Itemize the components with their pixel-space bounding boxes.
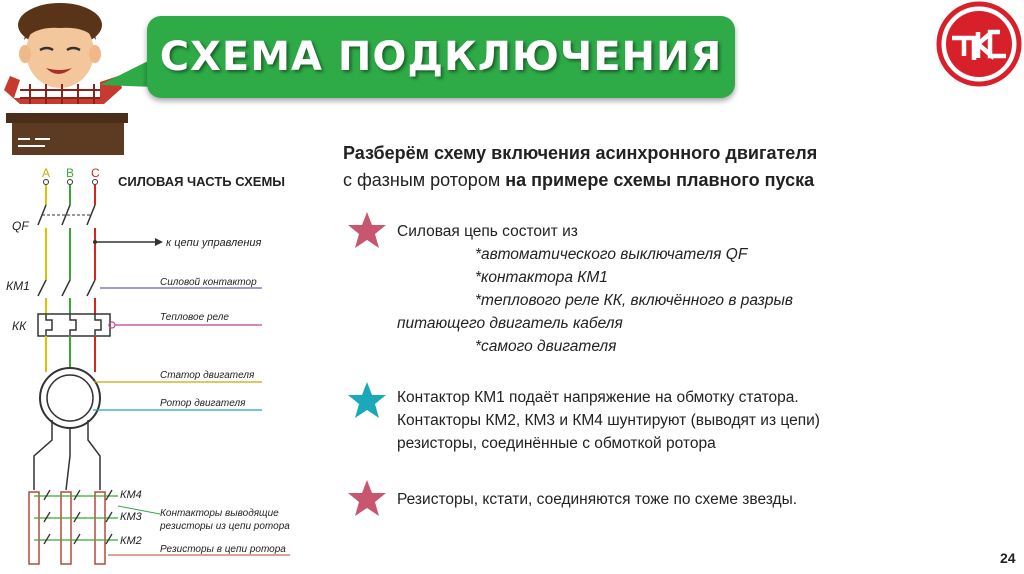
bullet1-line5: питающего двигатель кабеля	[397, 315, 623, 332]
power-circuit-diagram	[0, 160, 330, 574]
control-label: к цепи управления	[166, 237, 262, 249]
bullet-contactors	[397, 386, 820, 455]
resistors-label: Резисторы в цепи ротора	[160, 544, 286, 555]
km1-label: КМ1	[6, 279, 30, 293]
thermal-label: Тепловое реле	[160, 312, 229, 323]
qf-label: QF	[12, 219, 29, 233]
bullet2-line1: Контактор КМ1 подаёт напряжение на обмотку статора.	[397, 389, 799, 406]
stator-label: Статор двигателя	[160, 370, 255, 381]
phase-b-label: B	[66, 166, 75, 180]
bullet1-line6: *самого двигателя	[475, 338, 617, 355]
bullet1-line2: *автоматического выключателя QF	[475, 246, 748, 263]
bullet2-line2: Контакторы КМ2, КМ3 и КМ4 шунтируют (выводят из цепи)	[397, 412, 820, 429]
star-icon-teal	[347, 380, 387, 420]
intro-line-2-bold: на примере схемы плавного пуска	[505, 170, 815, 190]
intro-line-2	[343, 167, 943, 194]
intro-line-1: Разберём схему включения асинхронного двигателя	[343, 143, 818, 163]
bullet1-line4: *теплового реле КК, включённого в разрыв	[475, 292, 793, 309]
star-icon-pink	[347, 210, 387, 250]
phase-c-label: C	[91, 166, 100, 180]
bullet-power-circuit	[397, 220, 793, 358]
km4-label: КМ4	[120, 489, 142, 501]
contactors-label-1: Контакторы выводящие	[160, 508, 279, 519]
company-logo	[934, 0, 1024, 90]
contactors-label-2: резисторы из цепи ротора	[160, 521, 290, 532]
rotor-label: Ротор двигателя	[160, 398, 246, 409]
bullet1-line1: Силовая цепь состоит из	[397, 223, 578, 240]
page-number: 24	[1000, 550, 1016, 566]
phase-a-label: A	[42, 166, 51, 180]
km2-label: КМ2	[120, 535, 142, 547]
bullet3-line1: Резисторы, кстати, соединяются тоже по схеме звезды.	[397, 491, 798, 508]
schema-title: СИЛОВАЯ ЧАСТЬ СХЕМЫ	[118, 174, 286, 189]
title-banner	[147, 16, 735, 98]
bullet1-line3: *контактора КМ1	[475, 269, 608, 286]
bullet2-line3: резисторы, соединённые с обмоткой ротора	[397, 435, 716, 452]
km3-label: КМ3	[120, 511, 142, 523]
intro-line-2-normal: с фазным ротором	[343, 170, 501, 190]
contactor-label: Силовой контактор	[160, 277, 257, 288]
bullet-resistors	[397, 488, 797, 511]
star-icon-pink-2	[347, 478, 387, 518]
kk-label: КК	[12, 319, 27, 333]
page-title: СХЕМА ПОДКЛЮЧЕНИЯ	[159, 34, 723, 80]
intro-text	[343, 140, 943, 194]
